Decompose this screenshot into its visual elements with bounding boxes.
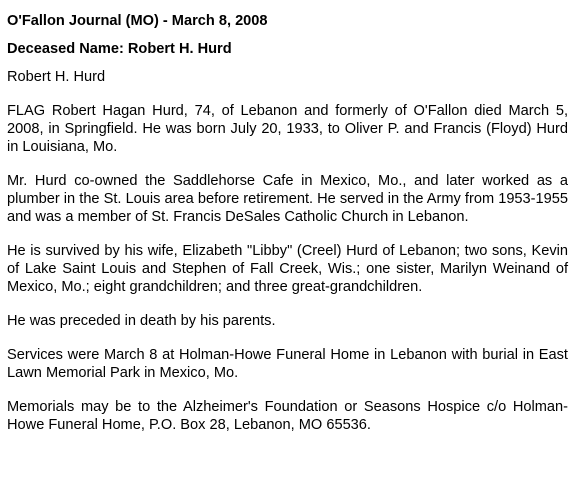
paragraph-survivors: He is survived by his wife, Elizabeth "Libby" (Creel) Hurd of Lebanon; two sons, Kevin of Lake Saint Louis and Stephen of Fall Creek, Wis.; one sister, Marilyn Weinand of Mexico, Mo.; eight grandchildren; and three great-grandchildren. xyxy=(7,243,568,295)
paragraph-birth: FLAG Robert Hagan Hurd, 74, of Lebanon and formerly of O'Fallon died March 5, 2008, in Springfield. He was born July 20, 1933, to Oliver P. and Francis (Floyd) Hurd in Louisiana, Mo. xyxy=(7,103,568,155)
paragraph-career: Mr. Hurd co-owned the Saddlehorse Cafe in Mexico, Mo., and later worked as a plumber in the St. Louis area before retirement. He served in the Army from 1953-1955 and was a member of St. Francis DeSales Catholic Church in Lebanon. xyxy=(7,173,568,225)
paragraph-services: Services were March 8 at Holman-Howe Funeral Home in Lebanon with burial in East Lawn Memorial Park in Mexico, Mo. xyxy=(7,347,568,381)
paragraph-memorials: Memorials may be to the Alzheimer's Foundation or Seasons Hospice c/o Holman-Howe Funeral Home, P.O. Box 28, Lebanon, MO 65536. xyxy=(7,399,568,433)
paragraph-preceded: He was preceded in death by his parents. xyxy=(7,313,276,329)
deceased-name-heading: Deceased Name: Robert H. Hurd xyxy=(7,41,232,57)
name-line: Robert H. Hurd xyxy=(7,69,106,85)
source-heading: O'Fallon Journal (MO) - March 8, 2008 xyxy=(7,13,268,29)
